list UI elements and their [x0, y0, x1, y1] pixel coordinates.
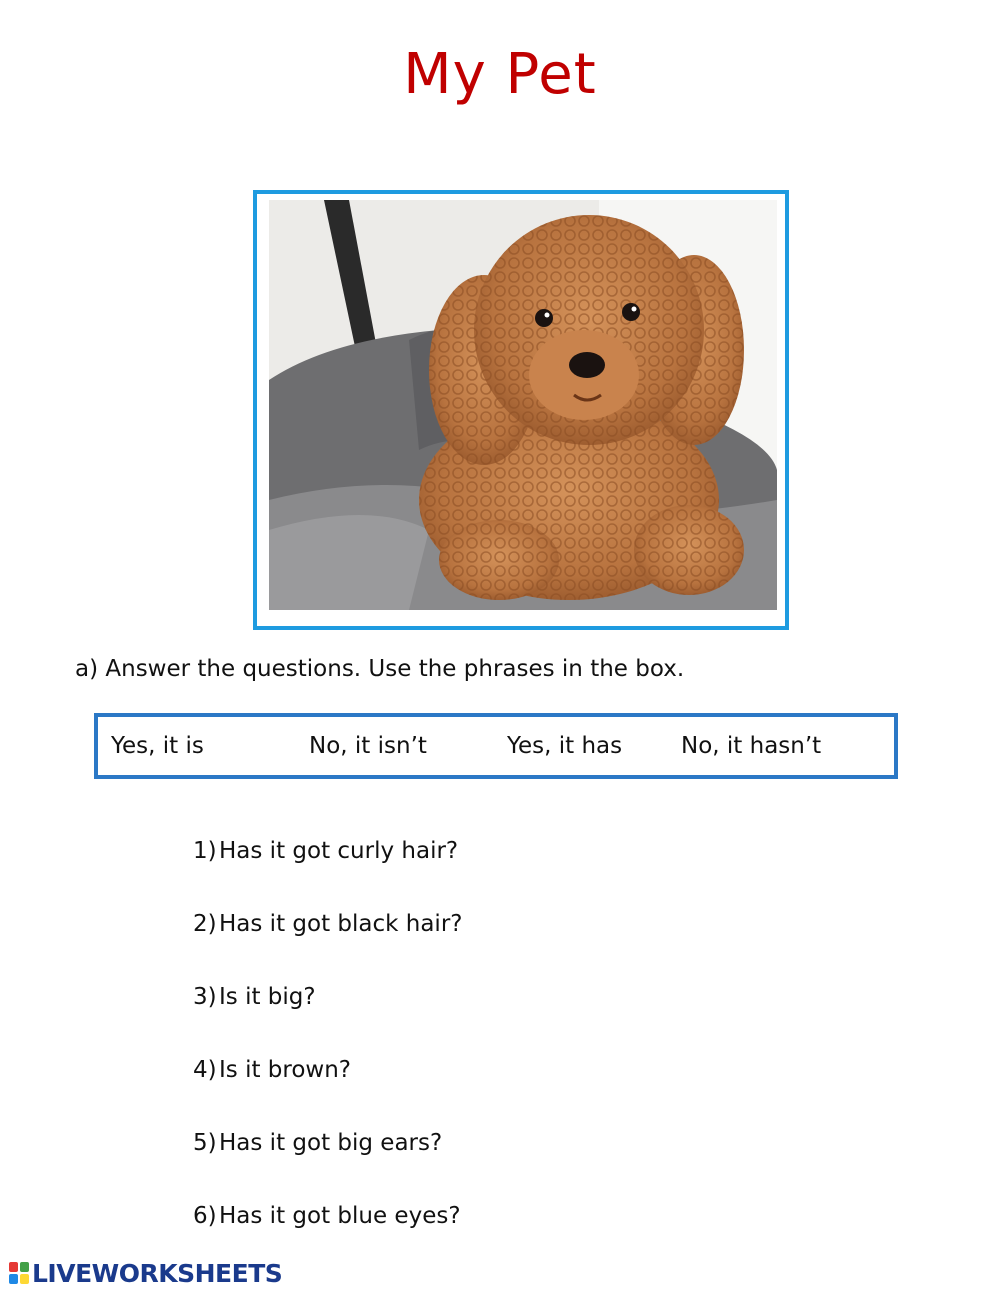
question-text: Has it got black hair? [219, 911, 463, 937]
question-number: 5) [193, 1130, 217, 1156]
question-text: Has it got blue eyes? [219, 1203, 461, 1229]
question-item [193, 984, 316, 1010]
poodle-photo [269, 200, 777, 610]
question-item [193, 911, 463, 937]
question-number: 4) [193, 1057, 217, 1083]
question-text: Has it got big ears? [219, 1130, 443, 1156]
question-text: Is it big? [219, 984, 316, 1010]
question-text: Is it brown? [219, 1057, 352, 1083]
question-number: 2) [193, 911, 217, 937]
phrase-no-it-hasnt: No, it hasn’t [681, 733, 822, 759]
phrase-box [94, 713, 898, 779]
page-title: My Pet [403, 42, 597, 107]
liveworksheets-logo-icon [8, 1260, 30, 1286]
phrase-no-it-isnt: No, it isn’t [309, 733, 427, 759]
logo-text: LIVEWORKSHEETS [32, 1258, 283, 1288]
pet-photo-frame [253, 190, 789, 630]
question-item [193, 838, 458, 864]
question-number: 6) [193, 1203, 217, 1229]
question-number: 3) [193, 984, 217, 1010]
phrase-yes-it-has: Yes, it has [507, 733, 623, 759]
question-item [193, 1203, 461, 1229]
question-text: Has it got curly hair? [219, 838, 459, 864]
question-item [193, 1057, 351, 1083]
question-number: 1) [193, 838, 217, 864]
question-item [193, 1130, 442, 1156]
phrase-yes-it-is: Yes, it is [111, 733, 204, 759]
liveworksheets-logo[interactable] [8, 1258, 282, 1288]
instruction-text: a) Answer the questions. Use the phrases in the box. [75, 656, 685, 682]
